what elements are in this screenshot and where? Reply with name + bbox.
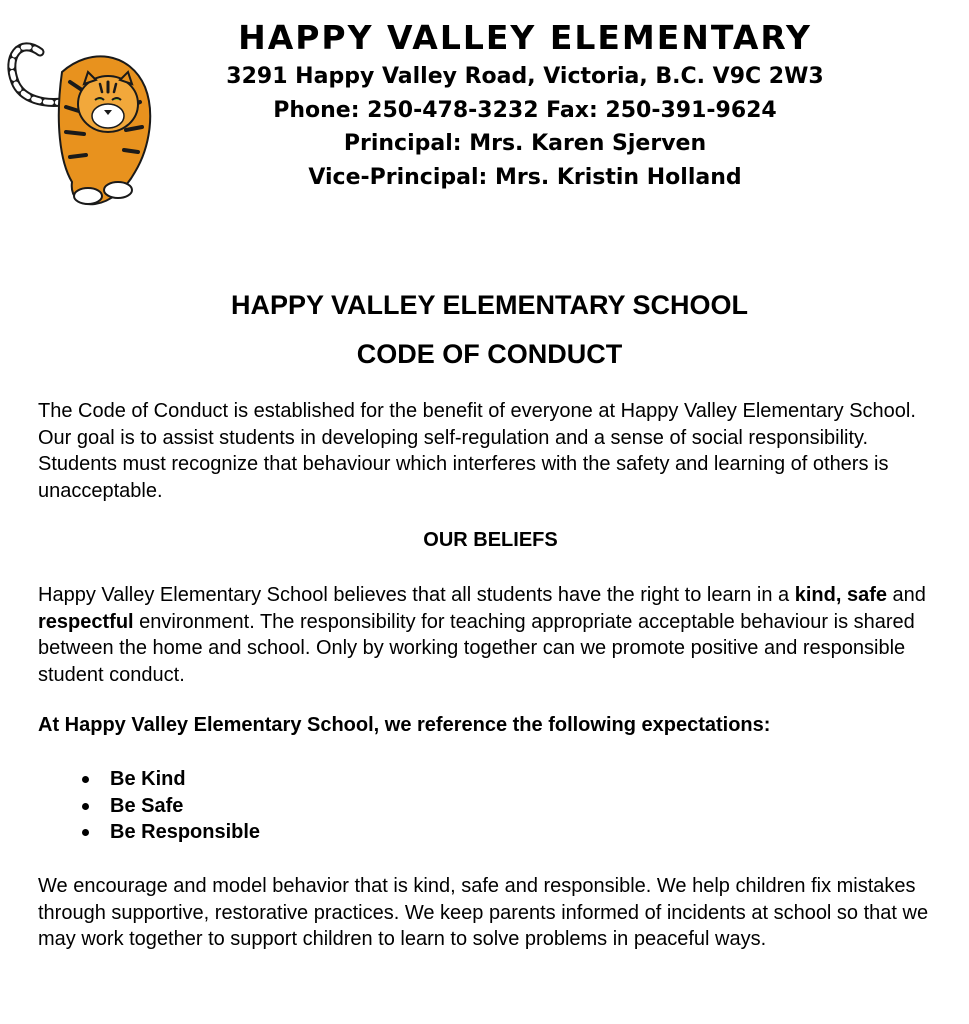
list-item <box>78 766 260 793</box>
beliefs-safe: safe <box>846 584 887 606</box>
school-phone-fax: Phone: 250-478-3232 Fax: 250-391-9624 <box>273 97 777 123</box>
expectation-label: Be Safe <box>110 794 184 817</box>
list-item <box>78 819 260 846</box>
vice-principal-name: Vice-Principal: Mrs. Kristin Holland <box>308 164 742 190</box>
letterhead <box>200 16 850 194</box>
document-title: HAPPY VALLEY ELEMENTARY SCHOOL <box>230 290 749 320</box>
closing-paragraph: We encourage and model behavior that is kind, safe and responsible. We help children fix mistakes through supportive, restorative practices. We keep parents informed of incidents at school so that we may work together to support children to learn to solve problems in peaceful ways. <box>38 875 929 950</box>
principal-name: Principal: Mrs. Karen Sjerven <box>343 131 707 156</box>
beliefs-kind: kind, <box>794 584 842 606</box>
expectations-heading: At Happy Valley Elementary School, we reference the following expectations: <box>38 714 771 736</box>
bullet-icon <box>82 829 89 836</box>
expectation-label: Be Responsible <box>110 821 261 843</box>
beliefs-text-1: Happy Valley Elementary School believes that all students have the right to learn in a <box>38 584 795 606</box>
intro-paragraph: The Code of Conduct is established for the benefit of everyone at Happy Valley Elementary School. Our goal is to assist students in developing self-regulation and a sense of social responsibility. Students must recognize that behaviour which interferes with the safety and learning of others is unacceptable. <box>38 400 916 502</box>
beliefs-heading: OUR BELIEFS <box>423 529 558 551</box>
beliefs-text-2: environment. The responsibility for teaching appropriate acceptable behaviour is shared between the home and school. Only by working together can we promote positive and responsible student conduct. <box>38 610 915 686</box>
expectation-label: Be Kind <box>110 768 186 790</box>
bullet-icon <box>82 803 89 810</box>
document-subtitle: CODE OF CONDUCT <box>356 339 623 369</box>
beliefs-respectful: respectful <box>38 610 134 633</box>
bullet-icon <box>82 776 89 783</box>
school-address: 3291 Happy Valley Road, Victoria, B.C. V9C 2W3 <box>226 64 824 89</box>
beliefs-paragraph <box>38 582 943 688</box>
expectations-list <box>78 766 260 846</box>
tiger-mascot-icon <box>0 12 160 207</box>
beliefs-and: and <box>887 584 926 606</box>
list-item <box>78 793 260 820</box>
school-name: HAPPY VALLEY ELEMENTARY <box>238 18 812 57</box>
